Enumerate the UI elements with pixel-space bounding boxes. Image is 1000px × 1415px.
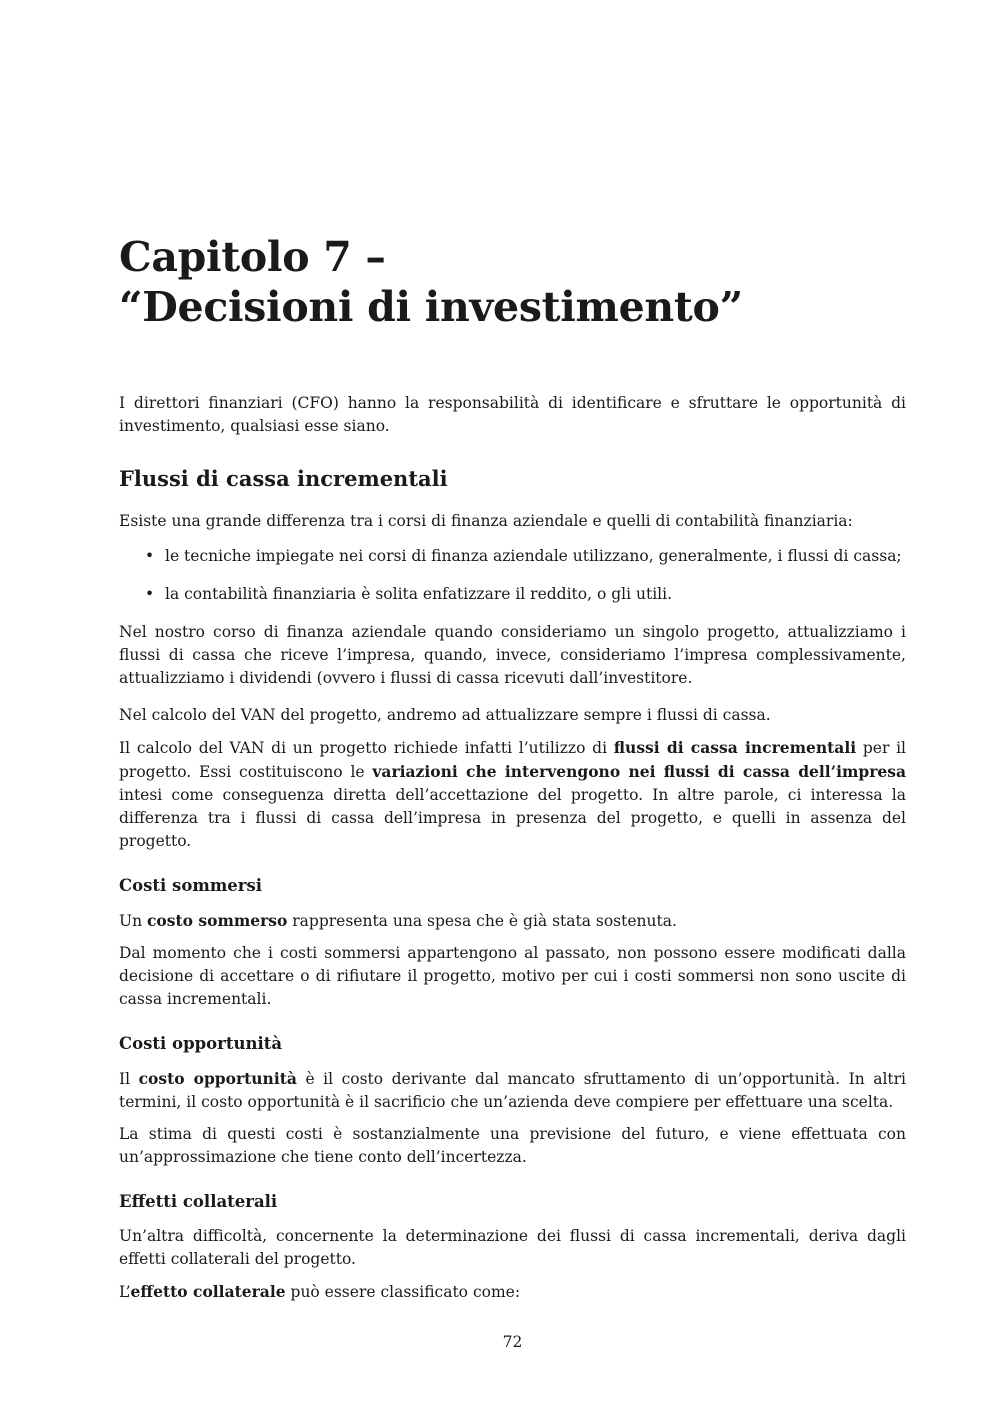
paragraph-differences: Esiste una grande differenza tra i corsi di finanza aziendale e quelli di contabilità finanziaria: (119, 512, 853, 530)
paragraph-opportunity-estimate: La stima di questi costi è sostanzialmente una previsione del futuro, e viene effettuata con un’approssimazione che tiene conto dell’incertezza. (119, 1125, 906, 1166)
bold-term-incremental-flows: flussi di cassa incrementali (613, 738, 857, 757)
chapter-title (119, 232, 906, 332)
text-run: è il costo derivante dal mancato sfruttamento di un’opportunità. In altri termini, il costo opportunità è il sacrificio che un’azienda deve compiere per effettuare una scelta. (119, 1070, 906, 1111)
bold-term-variations: variazioni che intervengono nei flussi di cassa dell’impresa (372, 762, 906, 781)
section-heading-incremental-cash-flows: Flussi di cassa incrementali (119, 466, 448, 491)
text-run: Il (119, 1070, 139, 1088)
text-run: può essere classificato come: (285, 1283, 521, 1301)
text-run: Il calcolo del VAN di un progetto richiede infatti l’utilizzo di (119, 739, 614, 757)
paragraph-discounting: Nel nostro corso di finanza aziendale quando consideriamo un singolo progetto, attualizziamo i flussi di cassa che riceve l’impresa, quando, invece, consideriamo l’impresa complessivamente, attualizziamo i dividendi (ovvero i flussi di cassa ricevuti dall’investitore. (119, 623, 906, 687)
list-item (145, 545, 906, 568)
list-item (145, 583, 906, 606)
bullet-list (119, 545, 906, 606)
page-number: 72 (502, 1333, 523, 1351)
bold-term-side-effect: effetto collaterale (130, 1282, 286, 1301)
bold-term-opportunity-cost: costo opportunità (138, 1069, 297, 1088)
bullet-icon: • (145, 547, 155, 565)
paragraph-incremental-flows (119, 736, 906, 853)
paragraph-sunk-definition (119, 909, 906, 933)
paragraph-side-effects: Un’altra difficoltà, concernente la determinazione dei flussi di cassa incrementali, deriva dagli effetti collaterali del progetto. (119, 1227, 906, 1268)
chapter-title-line1: Capitolo 7 – (119, 233, 386, 281)
text-run: L’ (119, 1283, 131, 1301)
subsection-heading-sunk-costs: Costi sommersi (119, 876, 263, 895)
list-item-text: la contabilità finanziaria è solita enfatizzare il reddito, o gli utili. (165, 585, 672, 603)
paragraph-van: Nel calcolo del VAN del progetto, andremo ad attualizzare sempre i flussi di cassa. (119, 706, 771, 724)
subsection-heading-opportunity-costs: Costi opportunità (119, 1034, 283, 1053)
paragraph-opportunity-definition (119, 1067, 906, 1114)
bold-term-sunk-cost: costo sommerso (146, 911, 288, 930)
text-run: intesi come conseguenza diretta dell’accettazione del progetto. In altre parole, ci interessa la differenza tra i flussi di cassa dell’impresa in presenza del progetto, e quelli in assenza del progetto. (119, 786, 906, 850)
subsection-heading-side-effects: Effetti collaterali (119, 1192, 278, 1211)
intro-paragraph: I direttori finanziari (CFO) hanno la responsabilità di identificare e sfruttare le opportunità di investimento, qualsiasi esse siano. (119, 394, 906, 435)
chapter-body (119, 392, 906, 1313)
text-run: per il progetto. Essi costituiscono le (119, 739, 906, 781)
chapter-title-line2: “Decisioni di investimento” (119, 283, 743, 331)
text-run: rappresenta una spesa che è già stata sostenuta. (287, 912, 677, 930)
text-run: Un (119, 912, 147, 930)
paragraph-side-effect-classification (119, 1280, 906, 1304)
paragraph-sunk-explanation: Dal momento che i costi sommersi appartengono al passato, non possono essere modificati dalla decisione di accettare o di rifiutare il progetto, motivo per cui i costi sommersi non sono uscite di cassa incrementali. (119, 944, 906, 1008)
list-item-text: le tecniche impiegate nei corsi di finanza aziendale utilizzano, generalmente, i flussi di cassa; (165, 547, 902, 565)
bullet-icon: • (145, 585, 155, 603)
